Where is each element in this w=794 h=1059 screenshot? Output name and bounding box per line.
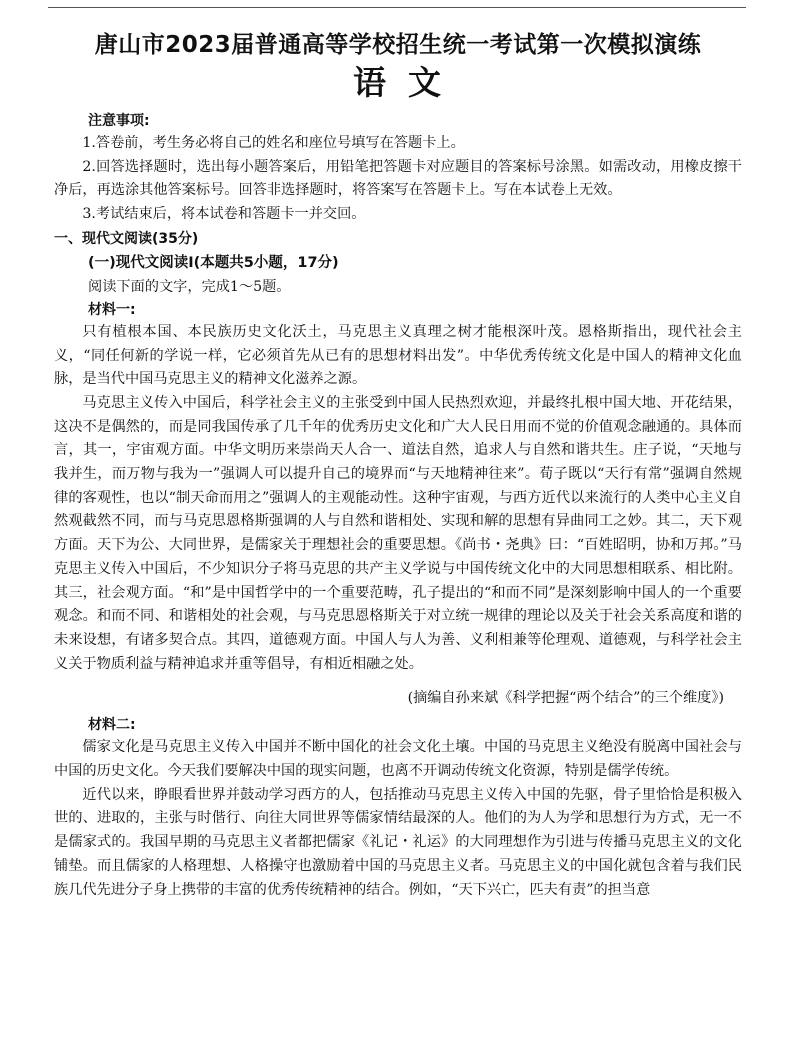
exam-page <box>54 30 742 902</box>
header-rule <box>48 7 746 8</box>
notice-item-1: 1.答卷前，考生务必将自己的姓名和座位号填写在答题卡上。 <box>82 135 465 151</box>
material-1-paragraph: 只有植根本国、本民族历史文化沃土，马克思主义真理之树才能根深叶茂。恩格斯指出，现代社会主义，“同任何新的学说一样，它必须首先从已有的思想材料出发”。中华优秀传统文化是中国人的精神文化血脉，是当代中国马克思主义的精神文化滋养之源。 <box>54 323 742 388</box>
exam-title: 唐山市2023届普通高等学校招生统一考试第一次模拟演练 <box>94 32 702 58</box>
material-1-label: 材料一: <box>88 301 136 318</box>
notice-item-2: 2.回答选择题时，选出每小题答案后，用铅笔把答题卡对应题目的答案标号涂黑。如需改动，用橡皮擦干净后，再选涂其他答案标号。回答非选择题时，将答案写在答题卡上。写在本试卷上无效。 <box>54 158 742 199</box>
notice-heading: 注意事项: <box>88 113 150 129</box>
subject-title: 语文 <box>353 63 463 102</box>
subsection-heading: (一)现代文阅读Ⅰ(本题共5小题，17分) <box>88 254 339 271</box>
material-1-paragraph: 马克思主义传入中国后，科学社会主义的主张受到中国人民热烈欢迎，并最终扎根中国大地、开花结果，这决不是偶然的，而是同我国传承了几千年的优秀历史文化和广大人民日用而不觉的价值观念融通的。具体而言，其一，宇宙观方面。中华文明历来崇尚天人合一、道法自然，追求人与自然和谐共生。庄子说，“天地与我并生，而万物与我为一”强调人可以提升自己的境界而“与天地精神往来”。荀子既以“天行有常”强调自然规律的客观性，也以“制天命而用之”强调人的主观能动性。这种宇宙观，与西方近代以来流行的人类中心主义自然观截然不同，而与马克思恩格斯强调的人与自然和谐相处、实现和解的思想有异曲同工之妙。其二，天下观方面。天下为公、大同世界，是儒家关于理想社会的重要思想。《尚书・尧典》曰：“百姓昭明，协和万邦。”马克思主义传入中国后，不少知识分子将马克思的共产主义学说与中国传统文化中的大同思想相联系、相比附。其三，社会观方面。“和”是中国哲学中的一个重要范畴，孔子提出的“和而不同”是深刻影响中国人的一个重要观念。和而不同、和谐相处的社会观，与马克思恩格斯关于对立统一规律的理论以及关于社会关系高度和谐的未来设想，有诸多契合点。其四，道德观方面。中国人与人为善、义利相兼等伦理观、道德观，与科学社会主义关于物质利益与精神追求并重等倡导，有相近相融之处。 <box>54 394 742 672</box>
material-1-source: (摘编自孙来斌《科学把握“两个结合”的三个维度》) <box>407 690 724 707</box>
section-heading: 一、现代文阅读(35分) <box>54 230 199 247</box>
notice-item-3: 3.考试结束后，将本试卷和答题卡一并交回。 <box>82 206 366 223</box>
material-2-paragraph: 近代以来，睁眼看世界并鼓动学习西方的人，包括推动马克思主义传入中国的先驱，骨子里恰恰是积极入世的、进取的，主张与时偕行、向往大同世界等儒家情结最深的人。他们的为人为学和思想行为方式，无一不是儒家式的。我国早期的马克思主义者都把儒家《礼记・礼运》的大同理想作为引进与传播马克思主义的文化铺垫。而且儒家的人格理想、人格操守也激励着中国的马克思主义者。马克思主义的中国化就包含着与我们民族几代先进分子身上携带的丰富的优秀传统精神的结合。例如，“天下兴亡，匹夫有责”的担当意 <box>54 786 742 898</box>
reading-instruction: 阅读下面的文字，完成1～5题。 <box>88 278 291 295</box>
material-2-label: 材料二: <box>88 717 136 734</box>
material-2-paragraph: 儒家文化是马克思主义传入中国并不断中国化的社会文化土壤。中国的马克思主义绝没有脱离中国社会与中国的历史文化。今天我们要解决中国的现实问题，也离不开调动传统文化资源，特别是儒学传统。 <box>54 739 742 780</box>
